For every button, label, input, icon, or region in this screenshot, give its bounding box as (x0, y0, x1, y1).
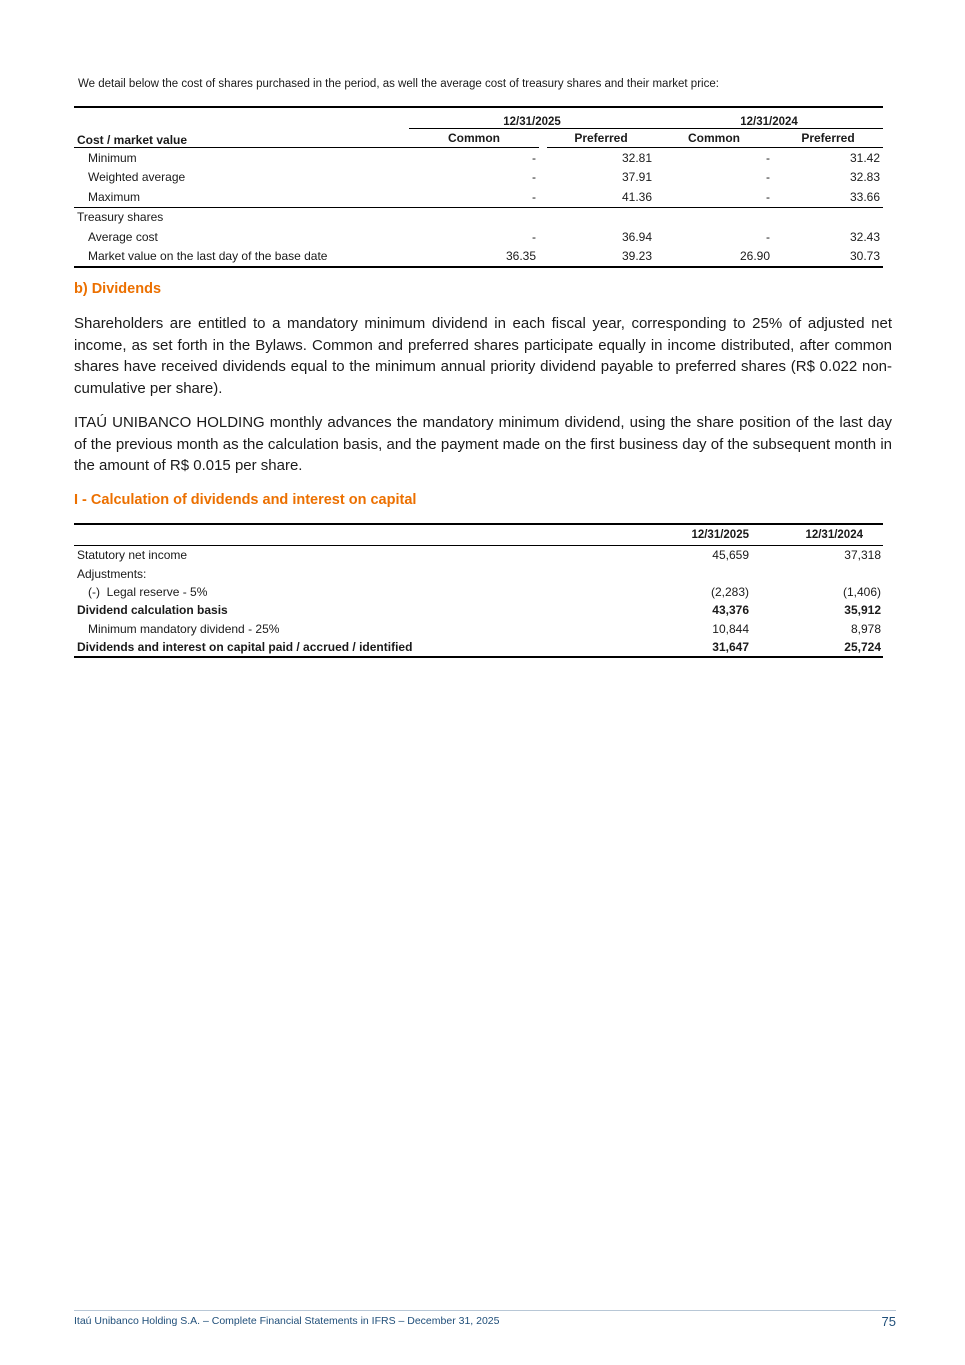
row-label: Maximum (88, 189, 141, 204)
cell-2025: 43,376 (712, 603, 749, 618)
cell-common-2025: - (532, 189, 536, 204)
cell-2024: 37,318 (844, 548, 881, 563)
dividends-paragraph-1: Shareholders are entitled to a mandatory minimum dividend in each fiscal year, corresponding to 25% of adjusted net income, as set forth in the Bylaws. Common and preferred shares participate equally in income distributed, after common shares have received dividends equal to the minimum annual priority dividend payable to preferred shares (R$ 0.022 non-cumulative per share). (74, 315, 892, 397)
table-row (74, 187, 883, 207)
table-row (74, 620, 883, 638)
cell-preferred-2024: 32.43 (849, 229, 880, 244)
cell-2025: 45,659 (712, 548, 749, 563)
table-row (74, 227, 883, 247)
year-2025-header: 12/31/2025 (659, 525, 771, 546)
row-label: Statutory net income (77, 548, 188, 563)
table-row (74, 207, 883, 227)
cell-preferred-2024: 32.83 (849, 170, 880, 185)
col-common-2025: Common (409, 129, 539, 148)
table-row (74, 148, 883, 168)
row-label: Dividends and interest on capital paid / accrued / identified (74, 638, 659, 657)
table-row (74, 546, 883, 565)
row-label: (-) Legal reserve - 5% (88, 584, 208, 599)
page-number: 75 (881, 1314, 896, 1329)
dividends-paragraph-2: ITAÚ UNIBANCO HOLDING monthly advances the mandatory minimum dividend, using the share position of the last day of the previous month as the calculation basis, and the payment made on the first business day of the subsequent month in the amount of R$ 0.015 per share. (74, 414, 892, 474)
section-heading-calculation: I - Calculation of dividends and interest on capital (74, 492, 417, 508)
row-label: Weighted average (88, 170, 186, 185)
cell-common-2025: - (532, 229, 536, 244)
cell-common-2024: - (766, 150, 770, 165)
cell-common-2025: - (532, 170, 536, 185)
cell-common-2024: - (766, 170, 770, 185)
table-row (74, 247, 883, 268)
cell-common-2025: - (532, 150, 536, 165)
cell-2025: 10,844 (712, 621, 749, 636)
table-row (74, 583, 883, 601)
row-label: Adjustments: (77, 566, 147, 581)
row-label: Average cost (88, 229, 158, 244)
year-2024-header: 12/31/2024 (655, 108, 883, 129)
treasury-shares-cost-table (74, 106, 883, 268)
cell-2024: (1,406) (842, 584, 881, 599)
cell-2025 (659, 564, 771, 582)
cell-common-2025: 36.35 (409, 247, 539, 268)
row-label: Dividend calculation basis (77, 603, 228, 618)
col-common-2024: Common (655, 129, 773, 148)
table-row (74, 564, 883, 582)
dividend-calculation-table (74, 523, 883, 658)
cell-2025: (2,283) (710, 584, 749, 599)
row-label: Minimum (88, 150, 137, 165)
cell-preferred-2025: 41.36 (621, 189, 652, 204)
row-label: Minimum mandatory dividend - 25% (88, 621, 280, 636)
cell-preferred-2025: 39.23 (547, 247, 655, 268)
cell-common-2024: - (766, 229, 770, 244)
cell-2024: 25,724 (771, 638, 883, 657)
cell-common-2024: 26.90 (655, 247, 773, 268)
year-2025-header: 12/31/2025 (409, 108, 655, 129)
cell-preferred-2024: 31.42 (849, 150, 880, 165)
footer-divider (74, 1310, 896, 1311)
row-label: Market value on the last day of the base date (74, 247, 409, 268)
section-heading-dividends: b) Dividends (74, 281, 162, 297)
table-row (74, 601, 883, 619)
cost-market-value-header: Cost / market value (74, 108, 409, 148)
table-row (74, 168, 883, 188)
cell-preferred-2025: 37.91 (621, 170, 652, 185)
col-preferred-2024: Preferred (773, 129, 883, 148)
row-label-treasury-shares: Treasury shares (74, 207, 883, 227)
cell-2024: 8,978 (850, 621, 881, 636)
cell-2025: 31,647 (659, 638, 771, 657)
intro-text: We detail below the cost of shares purchased in the period, as well the average cost of treasury shares and their market price: (78, 78, 719, 90)
cell-preferred-2025: 32.81 (621, 150, 652, 165)
footer-text: Itaú Unibanco Holding S.A. – Complete Financial Statements in IFRS – December 31, 2025 (74, 1315, 500, 1327)
cell-common-2024: - (766, 189, 770, 204)
cell-2024 (771, 564, 883, 582)
cell-preferred-2025: 36.94 (621, 229, 652, 244)
cell-preferred-2024: 30.73 (773, 247, 883, 268)
col-preferred-2025: Preferred (547, 129, 655, 148)
cell-preferred-2024: 33.66 (849, 189, 880, 204)
cell-2024: 35,912 (844, 603, 881, 618)
year-2024-header: 12/31/2024 (771, 525, 883, 546)
table-row (74, 638, 883, 657)
